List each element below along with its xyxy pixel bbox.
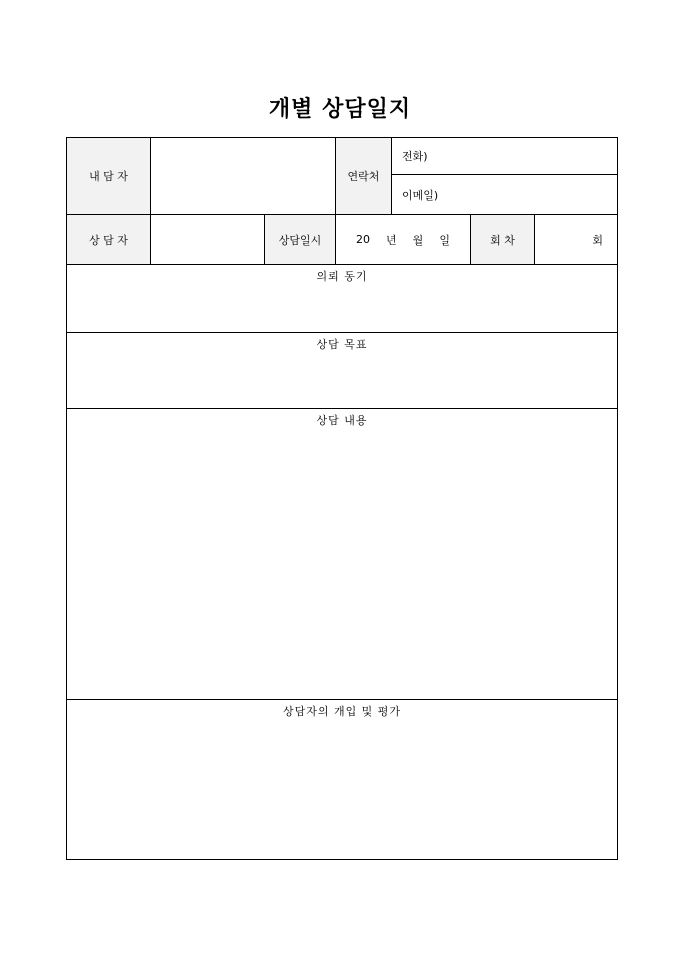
session-unit: 회	[592, 233, 603, 247]
client-label-cell	[67, 138, 151, 215]
client-label: 내 담 자	[89, 170, 128, 183]
email-label: 이메일)	[402, 188, 439, 202]
page-title: 개별 상담일지	[268, 97, 412, 122]
phone-field[interactable]	[392, 138, 617, 175]
date-year-unit: 년	[386, 233, 397, 247]
counselor-field[interactable]	[151, 215, 265, 265]
contact-label: 연락처	[347, 170, 380, 183]
evaluation-section[interactable]	[67, 700, 617, 859]
date-month-unit: 월	[412, 233, 424, 247]
referral-section[interactable]	[67, 265, 617, 333]
referral-heading: 의뢰 동기	[316, 270, 368, 283]
goal-section[interactable]	[67, 333, 617, 409]
counselor-label-cell	[67, 215, 151, 265]
email-field[interactable]	[392, 175, 617, 215]
counseling-form	[66, 137, 618, 860]
session-label-cell	[471, 215, 535, 265]
date-day-unit: 일	[439, 233, 450, 247]
evaluation-heading: 상담자의 개입 및 평가	[282, 705, 402, 718]
date-year: 20	[356, 233, 371, 246]
datetime-label-cell	[265, 215, 336, 265]
date-field[interactable]	[336, 215, 471, 265]
goal-heading: 상담 목표	[316, 338, 368, 351]
contact-label-cell	[336, 138, 392, 215]
datetime-label: 상담일시	[278, 233, 322, 247]
content-section[interactable]	[67, 409, 617, 700]
counselor-label: 상 담 자	[89, 233, 128, 247]
session-label: 회 차	[490, 233, 515, 247]
client-field[interactable]	[151, 138, 336, 215]
session-field[interactable]	[535, 215, 617, 265]
content-heading: 상담 내용	[316, 414, 368, 427]
phone-label: 전화)	[402, 150, 428, 163]
